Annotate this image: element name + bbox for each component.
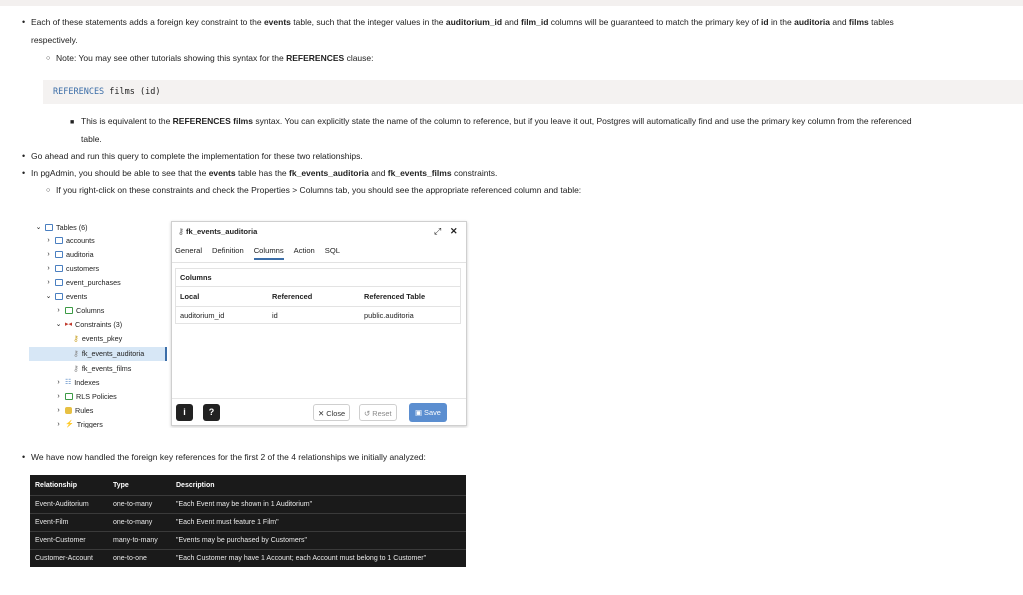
text-run: Note: You may see other tutorials showing this syntax for the: [56, 53, 287, 63]
tree-event-purchases[interactable]: [45, 276, 121, 289]
tree-fk-events-films[interactable]: [73, 362, 131, 375]
help-button[interactable]: [203, 404, 220, 421]
chevron-down-icon[interactable]: ⌄: [45, 293, 52, 300]
foreign-key-icon: ⚷: [73, 349, 79, 358]
header-type: Type: [113, 482, 129, 489]
close-icon[interactable]: ✕: [450, 226, 458, 236]
bold-run: fk_events_auditoria: [289, 168, 369, 178]
cell-relationship: Event-Auditorium: [35, 501, 89, 508]
bold-run: auditoria: [794, 17, 831, 27]
tree-label: events_pkey: [81, 334, 123, 343]
text-run: table, such that the integer values in the: [290, 17, 446, 27]
columns-panel: [175, 268, 461, 324]
chevron-right-icon[interactable]: ›: [47, 251, 50, 258]
tree-events[interactable]: [45, 290, 87, 303]
text-run: syntax. You can explicitly state the name of the column to reference, but if you leave it out, Postgres will automatically find and use the primary key column from the referenced: [252, 116, 912, 126]
tree-label: Constraints (3): [75, 320, 123, 329]
cell-referenced: id: [272, 311, 278, 320]
panel-header: Columns: [180, 273, 212, 282]
tree-label: event_purchases: [66, 278, 121, 287]
tree-label: RLS Policies: [76, 392, 117, 401]
equivalent-paragraph-line2: table.: [81, 134, 102, 144]
text-run: and: [830, 17, 849, 27]
reset-icon: ↺: [364, 409, 371, 418]
cell-description: "Each Event may be shown in 1 Auditorium": [176, 501, 313, 508]
close-button[interactable]: [313, 404, 350, 421]
text-run: In pgAdmin, you should be able to see that the: [31, 168, 209, 178]
object-tree: [29, 218, 167, 428]
chevron-right-icon[interactable]: ›: [47, 265, 50, 272]
grid-header-row: [176, 287, 460, 307]
cell-relationship: Event-Film: [35, 519, 69, 526]
foreign-key-icon: ⚷: [73, 364, 79, 373]
text-run: and: [502, 17, 521, 27]
sub-sub-bullet: ■: [70, 119, 75, 126]
tab-definition[interactable]: Definition: [212, 246, 244, 255]
rules-icon: [65, 407, 72, 414]
close-icon: ✕: [318, 409, 325, 418]
text-run: This is equivalent to the: [81, 116, 173, 126]
tree-accounts[interactable]: [45, 234, 95, 247]
tree-constraints[interactable]: [55, 318, 122, 331]
bold-run: REFERENCES: [286, 53, 345, 63]
text-run: table has the: [235, 168, 290, 178]
tree-indexes[interactable]: [55, 376, 99, 389]
info-icon: i: [183, 407, 186, 417]
chevron-right-icon[interactable]: ›: [47, 237, 50, 244]
text-run: Each of these statements adds a foreign key constraint to the: [31, 17, 264, 27]
tab-action[interactable]: Action: [293, 246, 315, 255]
bold-run: id: [761, 17, 769, 27]
table-row: [30, 549, 466, 568]
text-run: constraints.: [451, 168, 498, 178]
bold-run: REFERENCES films: [172, 116, 253, 126]
header-relationship: Relationship: [35, 482, 78, 489]
chevron-right-icon[interactable]: ›: [57, 407, 60, 414]
tree-label: Columns: [76, 306, 105, 315]
tree-selection-bar: [165, 347, 167, 361]
paragraph-fk-statement: [31, 17, 894, 28]
chevron-right-icon[interactable]: ›: [57, 307, 60, 314]
indexes-icon: ☷: [65, 379, 72, 386]
code-block: [43, 80, 1023, 104]
chevron-right-icon[interactable]: ›: [57, 393, 60, 400]
bold-run: fk_events_films: [387, 168, 452, 178]
columns-grid: [176, 286, 460, 320]
header-description: Description: [176, 482, 215, 489]
tree-label: customers: [66, 264, 100, 273]
expand-icon[interactable]: ⤢: [434, 226, 442, 236]
tree-label: accounts: [66, 236, 95, 245]
save-button[interactable]: [409, 403, 447, 422]
run-query-paragraph: Go ahead and run this query to complete the implementation for these two relationships.: [31, 151, 363, 161]
sub-bullet: ○: [46, 55, 51, 62]
tab-divider: [172, 262, 466, 263]
header-referenced: Referenced: [272, 292, 313, 301]
tree-label: fk_events_films: [81, 364, 132, 373]
tree-columns[interactable]: [55, 304, 104, 317]
columns-icon: [65, 307, 73, 314]
chevron-down-icon[interactable]: ⌄: [35, 224, 42, 231]
cell-type: many-to-many: [113, 537, 158, 544]
text-run: columns will be guaranteed to match the primary key of: [548, 17, 762, 27]
dialog-title: [178, 227, 257, 236]
dialog-title-text: fk_events_auditoria: [185, 227, 258, 236]
cell-description: "Each Event must feature 1 Film": [176, 519, 279, 526]
code-keyword: REFERENCES: [53, 87, 105, 97]
rls-icon: [65, 393, 73, 400]
header-referenced-table: Referenced Table: [364, 292, 426, 301]
table-icon: [55, 251, 63, 258]
cell-type: one-to-one: [113, 555, 147, 562]
bullet: •: [22, 452, 26, 462]
relationships-table: [30, 475, 466, 567]
dialog-footer: [172, 398, 466, 426]
table-row: [30, 513, 466, 532]
cell-description: "Events may be purchased by Customers": [176, 537, 308, 544]
table-icon: [55, 279, 63, 286]
tree-rls-policies[interactable]: [55, 390, 117, 403]
bullet: •: [22, 17, 26, 27]
properties-dialog: [171, 221, 467, 426]
tab-columns[interactable]: Columns: [254, 246, 284, 260]
constraints-icon: ▸◂: [65, 321, 73, 328]
tree-rules[interactable]: [55, 404, 93, 417]
bold-run: events: [263, 17, 291, 27]
tree-label: Tables (6): [56, 223, 88, 232]
save-label: Save: [424, 408, 441, 417]
close-label: Close: [326, 409, 346, 418]
cell-description: "Each Customer may have 1 Account; each Account must belong to 1 Customer": [176, 555, 427, 562]
cell-local: auditorium_id: [180, 311, 225, 320]
tree-label: events: [66, 292, 88, 301]
text-run: tables: [868, 17, 894, 27]
table-icon: [45, 224, 53, 231]
tree-label: Triggers: [76, 420, 103, 428]
table-icon: [55, 265, 63, 272]
header-local: Local: [180, 292, 200, 301]
tab-sql[interactable]: SQL: [324, 246, 340, 255]
table-row: [30, 531, 466, 550]
chevron-right-icon[interactable]: ›: [57, 379, 60, 386]
table-row: [30, 495, 466, 514]
cell-relationship: Customer-Account: [35, 555, 93, 562]
text-run: in the: [768, 17, 795, 27]
bullet: •: [22, 168, 26, 178]
chevron-right-icon[interactable]: ›: [57, 421, 60, 428]
paragraph-fk-statement-line2: respectively.: [31, 35, 78, 45]
tree-events-pkey[interactable]: [73, 332, 122, 345]
chevron-right-icon[interactable]: ›: [47, 279, 50, 286]
chevron-down-icon[interactable]: ⌄: [55, 321, 62, 328]
right-click-paragraph: If you right-click on these constraints and check the Properties > Columns tab, you should see the appropriate referenced column and table:: [56, 185, 582, 195]
tree-fk-events-auditoria[interactable]: [73, 347, 144, 360]
help-icon: ?: [208, 407, 215, 417]
pgadmin-screenshot: [29, 218, 470, 428]
cell-referenced-table: public.auditoria: [364, 311, 414, 320]
tree-auditoria[interactable]: [45, 248, 94, 261]
tree-label: Indexes: [74, 378, 100, 387]
table-header-row: [30, 477, 466, 495]
triggers-icon: ⚡: [65, 421, 74, 428]
tree-tables[interactable]: [35, 221, 88, 234]
tree-customers[interactable]: [45, 262, 99, 275]
foreign-key-icon: ⚷: [178, 227, 184, 236]
cell-type: one-to-many: [113, 501, 153, 508]
save-icon: ▣: [415, 408, 422, 417]
info-button[interactable]: [176, 404, 193, 421]
pgadmin-paragraph: [31, 168, 497, 179]
cell-relationship: Event-Customer: [35, 537, 86, 544]
handled-paragraph: We have now handled the foreign key references for the first 2 of the 4 relationships we initially analyzed:: [31, 452, 426, 462]
tree-label: fk_events_auditoria: [81, 349, 145, 358]
text-run: clause:: [344, 53, 374, 63]
dialog-tabs: [175, 246, 340, 260]
code-text: films (id): [104, 87, 161, 97]
bold-run: film_id: [521, 17, 549, 27]
reset-label: Reset: [372, 409, 392, 418]
reset-button[interactable]: [359, 404, 397, 421]
tab-general[interactable]: General: [175, 246, 203, 255]
tree-label: Rules: [75, 406, 94, 415]
equivalent-paragraph: [81, 116, 912, 127]
table-icon: [55, 237, 63, 244]
table-icon: [55, 293, 63, 300]
tree-triggers[interactable]: [55, 418, 103, 428]
top-strip: [0, 0, 1023, 6]
sub-bullet: ○: [46, 187, 51, 194]
cell-type: one-to-many: [113, 519, 153, 526]
text-run: and: [368, 168, 388, 178]
key-icon: ⚷: [73, 334, 79, 343]
note-paragraph: [56, 53, 374, 64]
bold-run: auditorium_id: [445, 17, 503, 27]
bold-run: events: [208, 168, 236, 178]
grid-data-row[interactable]: [176, 306, 460, 325]
tree-label: auditoria: [66, 250, 94, 259]
bold-run: films: [848, 17, 869, 27]
bullet: •: [22, 151, 26, 161]
